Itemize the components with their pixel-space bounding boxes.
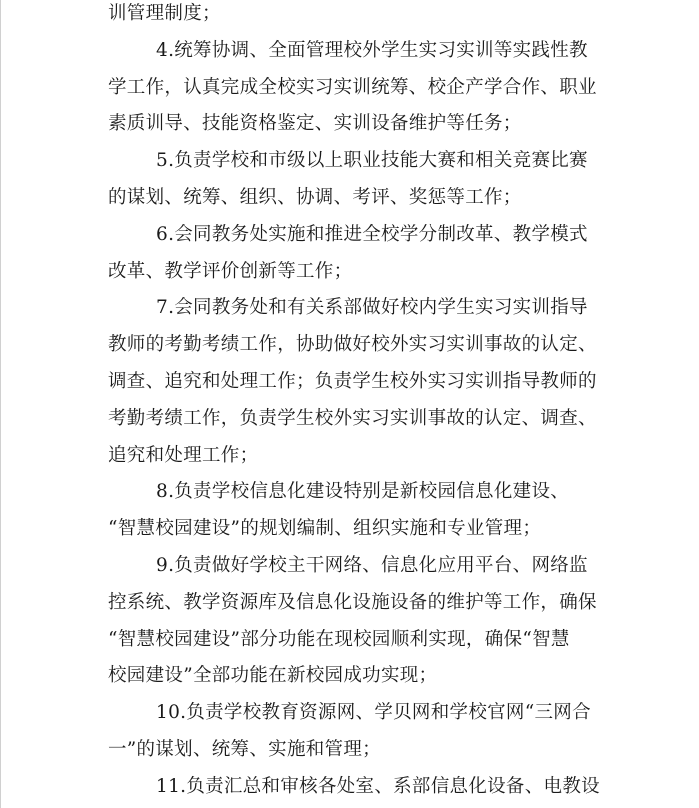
text-line: 10.负责学校教育资源网、学贝网和学校官网“三网合 [156, 702, 591, 724]
text-line: 9.负责做好学校主干网络、信息化应用平台、网络监 [156, 554, 588, 576]
text-line: 素质训导、技能资格鉴定、实训设备维护等任务； [108, 113, 522, 135]
text-line: 训管理制度； [108, 3, 221, 24]
text-line: 控系统、教学资源库及信息化设施设备的维护等工作，确保 [108, 591, 597, 613]
text-line: “智慧校园建设”的规划编制、组织实施和专业管理； [108, 518, 542, 540]
text-line: 7.会同教务处和有关系部做好校内学生实习实训指导 [156, 297, 588, 319]
text-line: 的谋划、统筹、组织、协调、考评、奖惩等工作； [108, 186, 522, 208]
text-line: “智慧校园建设”部分功能在现校园顺利实现，确保“智慧 [108, 628, 570, 650]
text-line: 4.统筹协调、全面管理校外学生实习实训等实践性教 [156, 39, 588, 61]
text-line: 考勤考绩工作，负责学生校外实习实训事故的认定、调查、 [108, 407, 597, 429]
text-line: 5.负责学校和市级以上职业技能大赛和相关竞赛比赛 [156, 150, 588, 172]
text-line: 校园建设”全部功能在新校园成功实现； [108, 665, 438, 687]
text-line: 11.负责汇总和审核各处室、系部信息化设备、电教设 [156, 775, 600, 797]
document-body [108, 0, 598, 806]
text-line: 追究和处理工作； [108, 444, 259, 466]
text-line: 教师的考勤考绩工作，协助做好校外实习实训事故的认定、 [108, 334, 597, 356]
text-line: 8.负责学校信息化建设特别是新校园信息化建设、 [156, 481, 570, 503]
text-line: 一”的谋划、统筹、实施和管理； [108, 738, 381, 760]
text-line: 改革、教学评价创新等工作； [108, 260, 353, 282]
text-line: 调查、追究和处理工作；负责学生校外实习实训指导教师的 [108, 370, 597, 392]
text-line: 6.会同教务处实施和推进全校学分制改革、教学模式 [156, 223, 588, 245]
text-line: 学工作，认真完成全校实习实训统筹、校企产学合作、职业 [108, 76, 597, 98]
